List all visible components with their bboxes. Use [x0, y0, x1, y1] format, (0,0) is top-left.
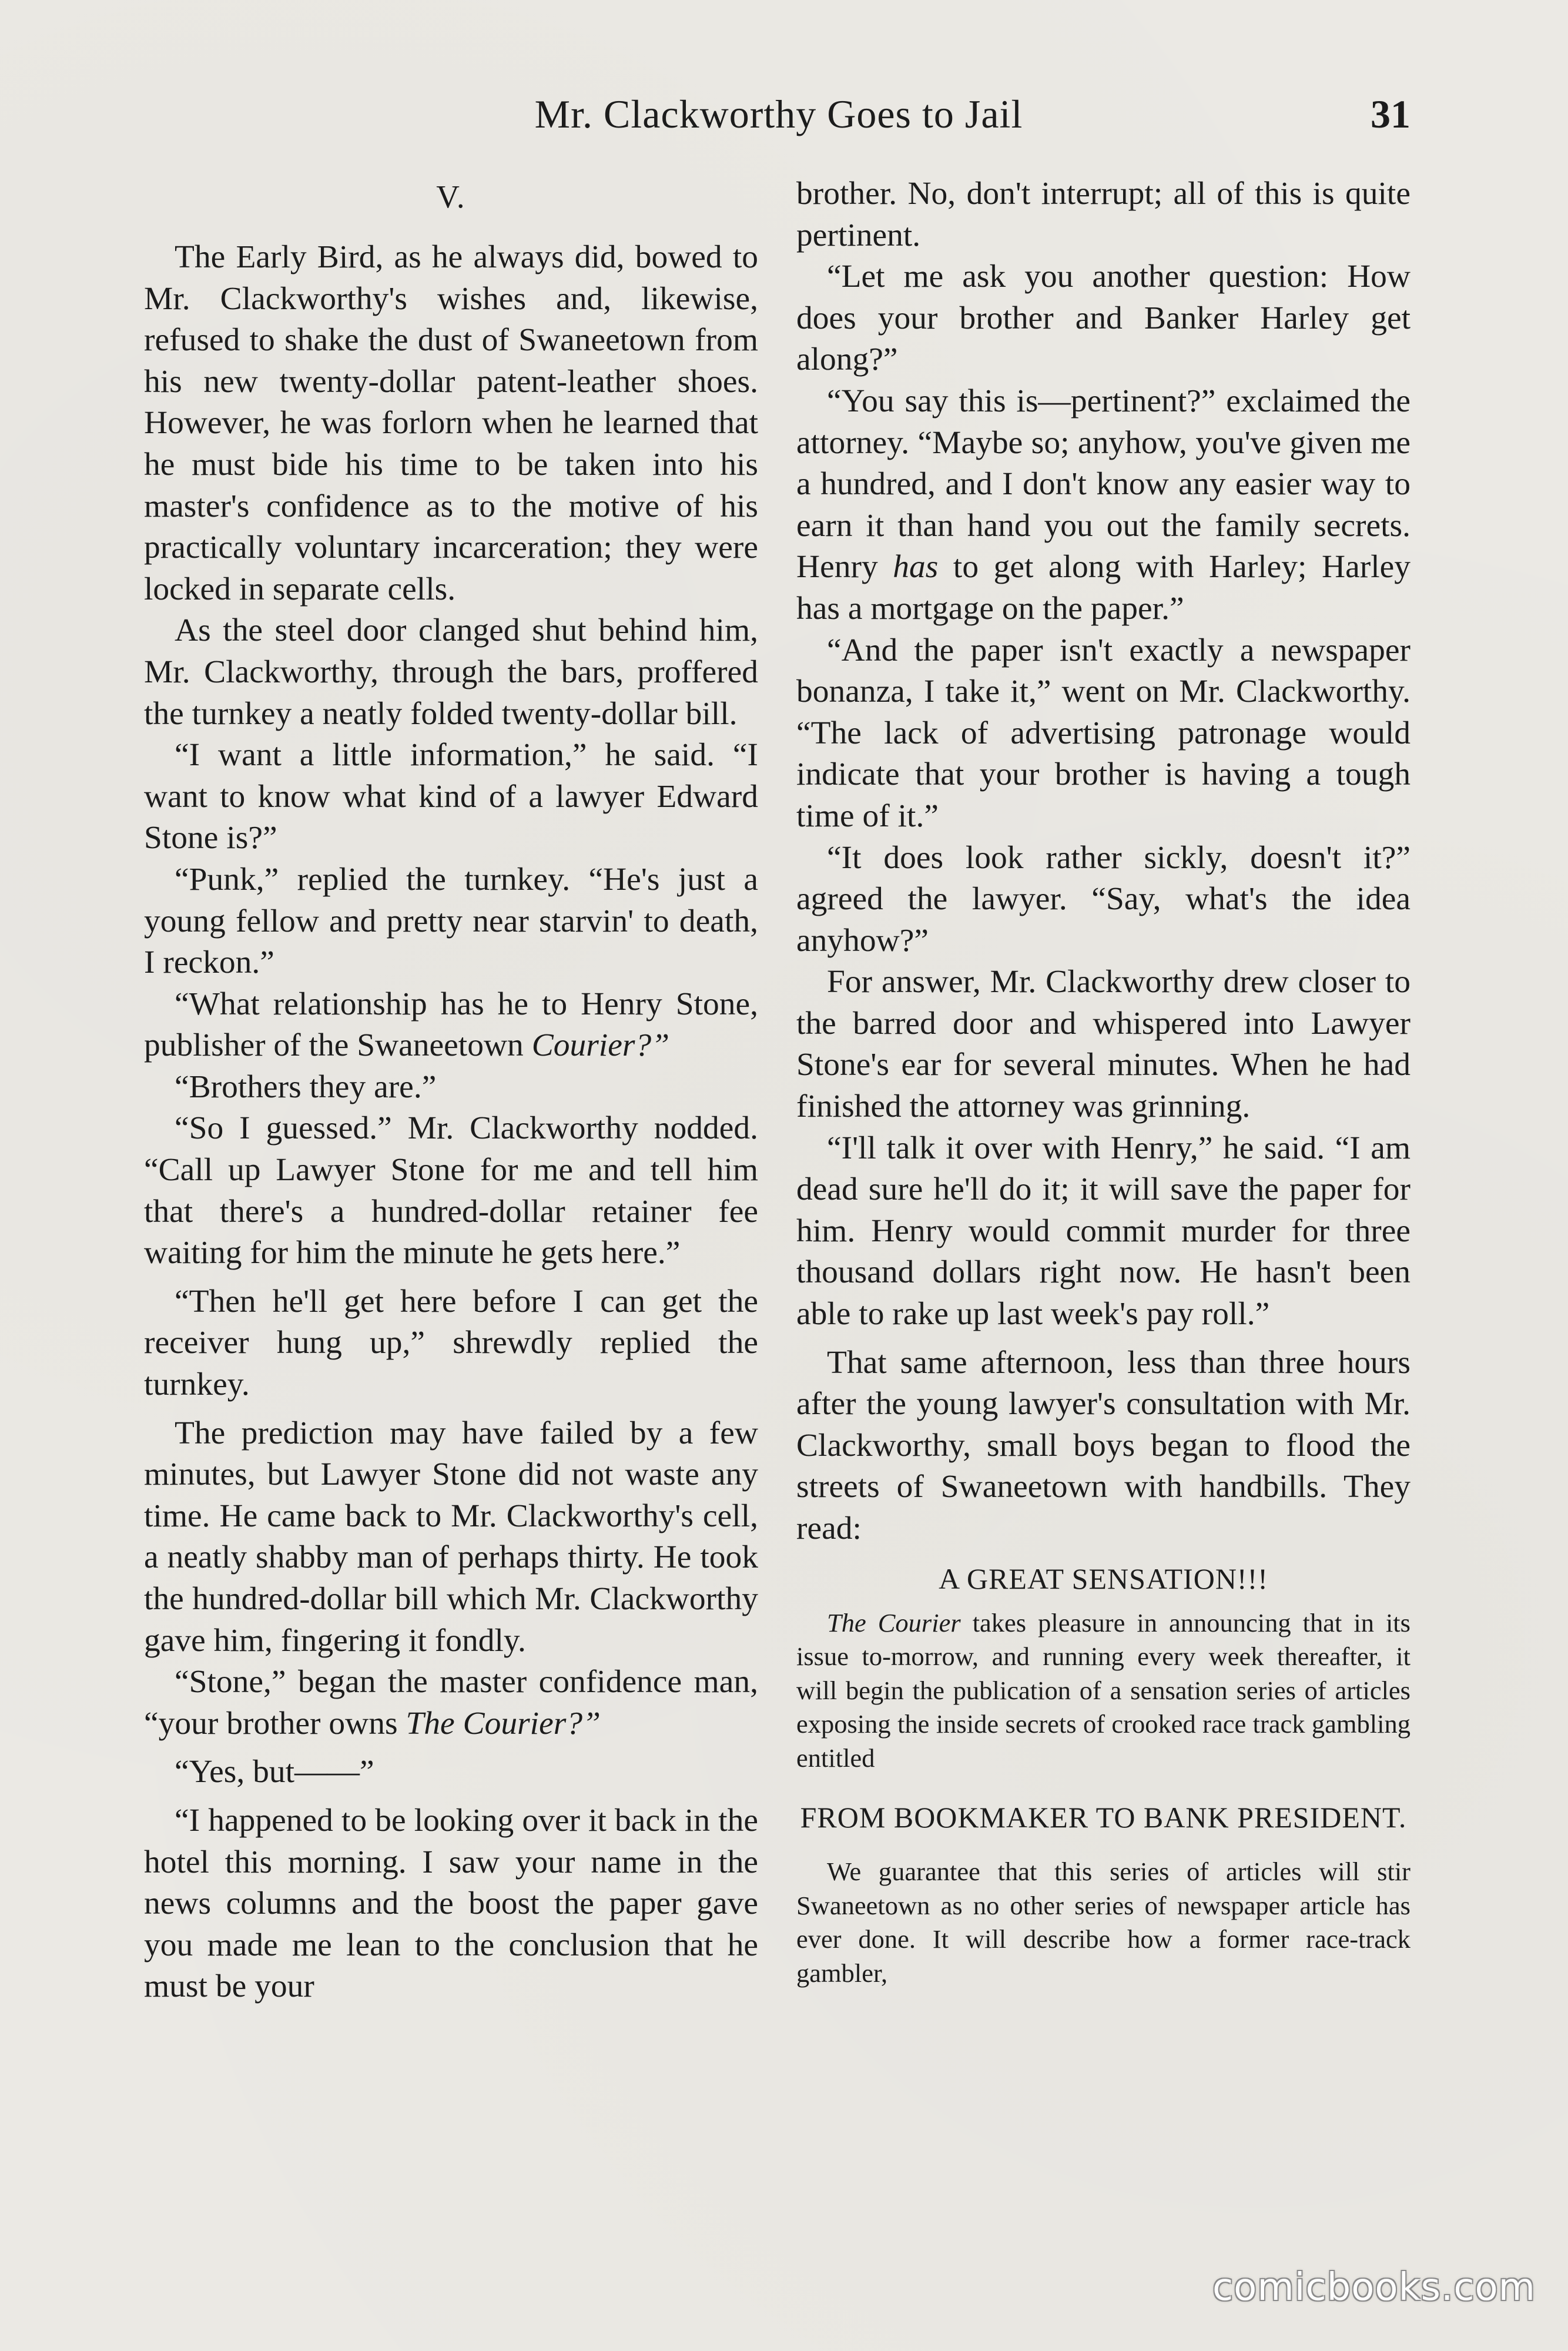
italic-text: has [893, 549, 939, 585]
running-title: Mr. Clackworthy Goes to Jail [534, 92, 1023, 136]
paragraph: “I happened to be looking over it back in the hotel this morning. I saw your name in the news columns and the boost the paper gave you made me lean to the conclusion that he must be your [144, 1802, 758, 2005]
paragraph [144, 984, 758, 1067]
paragraph: “Then he'll get here before I can get the receiver hung up,” shrewdly replied the turnkey. [144, 1283, 758, 1403]
paragraph [796, 381, 1410, 630]
paragraph-text: “What relationship has he to Henry Stone, publisher of the Swaneetown [144, 986, 758, 1064]
paragraph [144, 1662, 758, 1744]
paragraph: “It does look rather sickly, doesn't it?” agreed the lawyer. “Say, what's the idea anyhow?” [796, 839, 1410, 959]
paragraph-text: “You say this is—pertinent?” exclaimed the attorney. “Maybe so; anyhow, you've given me a hundred, and I don't know any easier way to earn it than hand you out the family secrets. Henry [796, 383, 1410, 585]
handbill-subheading: FROM BOOKMAKER TO BANK PRESIDENT. [800, 1801, 1407, 1834]
paragraph-text: “Stone,” began the master confidence man, “your brother owns [144, 1664, 758, 1742]
paragraph: As the steel door clanged shut behind him, Mr. Clackworthy, through the bars, proffered the turnkey a neatly folded twenty-dollar bill. [144, 612, 758, 732]
paragraph: That same afternoon, less than three hours after the young lawyer's consultation with Mr. Clackworthy, small boys began to flood the streets of Swaneetown with handbills. They read: [796, 1344, 1410, 1546]
paragraph: “Punk,” replied the turnkey. “He's just a young fellow and pretty near starvin' to death, I reckon.” [144, 861, 758, 981]
italic-text: Courier?” [531, 1027, 670, 1064]
left-column [144, 173, 758, 2008]
paragraph: The prediction may have failed by a few minutes, but Lawyer Stone did not waste any time. He came back to Mr. Clackworthy's cell, a neatly shabby man of perhaps thirty. He took the hundred-dollar bill which Mr. Clackworthy gave him, fingering it fondly. [144, 1415, 758, 1659]
paragraph: For answer, Mr. Clackworthy drew closer to the barred door and whispered into Lawyer Stone's ear for several minutes. When he had finished the attorney was grinning. [796, 964, 1410, 1125]
paragraph: The Early Bird, as he always did, bowed to Mr. Clackworthy's wishes and, likewise, refused to shake the dust of Swaneetown from his new twenty-dollar patent-leather shoes. However, he was forlorn when he learned that he must bide his time to be taken into his master's confidence as to the motive of his practically voluntary incarceration; they were locked in separate cells. [144, 239, 758, 607]
handbill-paragraph: We guarantee that this series of articles will stir Swaneetown as no other series of newspaper article has ever done. It will describe how a former race-track gambler, [796, 1857, 1410, 1988]
page-header [147, 91, 1410, 156]
paragraph: “And the paper isn't exactly a newspaper bonanza, I take it,” went on Mr. Clackworthy. “The lack of advertising patronage would indicate that your brother is having a tough time of it.” [796, 632, 1410, 834]
handbill-paragraph [796, 1606, 1410, 1776]
paragraph: brother. No, don't interrupt; all of this is quite pertinent. [796, 176, 1410, 253]
paragraph: “So I guessed.” Mr. Clackworthy nodded. “Call up Lawyer Stone for me and tell him that there's a hundred-dollar retainer fee waiting for him the minute he gets here.” [144, 1110, 758, 1271]
page-number: 31 [1371, 92, 1410, 136]
watermark-logo: comicbooks.com [1212, 2266, 1536, 2309]
paragraph: “Yes, but——” [175, 1754, 374, 1790]
right-column [796, 173, 1410, 1990]
paragraph: “I want a little information,” he said. “I want to know what kind of a lawyer Edward Stone is?” [144, 737, 758, 856]
italic-text: The Courier [827, 1607, 961, 1637]
paragraph-text: to get along with Harley; Harley has a mortgage on the paper.” [796, 549, 1410, 627]
paragraph: “Let me ask you another question: How does your brother and Banker Harley get along?” [796, 259, 1410, 378]
paragraph: “I'll talk it over with Henry,” he said. “I am dead sure he'll do it; it will save the paper for him. Henry would commit murder for three thousand dollars right now. He hasn't been able to rake up last week's pay roll.” [796, 1130, 1410, 1332]
paragraph: “Brothers they are.” [175, 1069, 437, 1105]
handbill-heading: A GREAT SENSATION!!! [939, 1562, 1268, 1595]
section-number: V. [436, 179, 466, 215]
paragraph-text: takes pleasure in announcing that in its issue to-morrow, and running every week thereafter, it will begin the publication of a sensation series of articles exposing the inside secrets of crooked race track gambling entitled [796, 1607, 1410, 1773]
handbill [796, 1606, 1410, 1991]
italic-text: The Courier?” [406, 1705, 601, 1742]
